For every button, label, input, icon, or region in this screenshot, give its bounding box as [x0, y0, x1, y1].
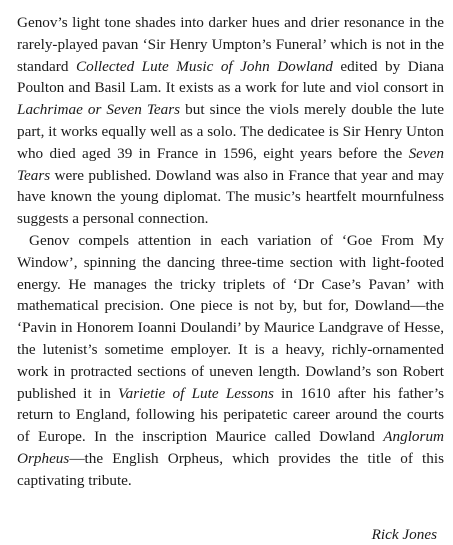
- review-paragraph-2: [17, 230, 444, 492]
- text-run: but since the viols merely double the lute part, it works equally well as a solo. The dedicatee is Sir Henry Unton who died aged 39 in France in 1596, eight years before the: [17, 101, 444, 162]
- text-run: were published. Dowland was also in France that year and may have known the young diplomat. The music’s heartfelt mournfulness suggests a personal connection.: [17, 166, 444, 228]
- text-run: in 1610 after his father’s return to England, following his peripatetic career around the courts of Europe. In the inscription Maurice called Dowland: [17, 384, 444, 446]
- review-body: [17, 12, 444, 492]
- book-title: Varietie of Lute Lessons: [118, 384, 274, 402]
- work-title: Lachrimae or Seven Tears: [17, 101, 181, 119]
- book-title: Collected Lute Music of John Dowland: [75, 57, 333, 75]
- work-title: Seven Tears: [17, 144, 444, 184]
- text-run: Genov compels attention in each variation of ‘Goe From My Window’, spinning the dancing three-time section with light-footed energy. He manages the tricky triplets of ‘Dr Case’s Pavan’ with mathematical precision. One piece is not by, but for, Dowland—the ‘Pavin in Honorem Ioanni Doulandi’ by Maurice Landgrave of Hesse, the lutenist’s sometime employer. It is a heavy, richly-ornamented work in protracted sections of uneven length. Dowland’s son Robert published it in: [17, 231, 444, 402]
- text-run: —the English Orpheus, which provides the title of this captivating tribute.: [17, 449, 444, 489]
- epithet: Anglorum Orpheus: [17, 428, 444, 467]
- text-run: edited by Diana Poulton and Basil Lam. It exists as a work for lute and viol consort in: [17, 57, 444, 97]
- review-paragraph-1: [17, 12, 444, 230]
- author-byline: Rick Jones: [371, 525, 437, 543]
- text-run: Genov’s light tone shades into darker hues and drier resonance in the rarely-played pavan ‘Sir Henry Umpton’s Funeral’ which is not in the standard: [17, 14, 444, 75]
